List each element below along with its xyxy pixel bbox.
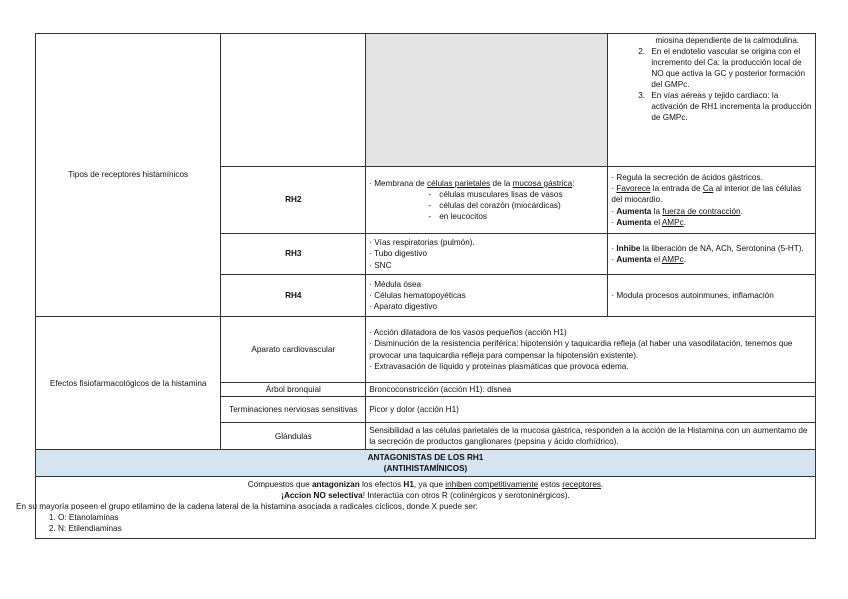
rh1-mechanism-cell [608,34,816,167]
system-name: Terminaciones nerviosas sensitivas [221,397,366,423]
antagonists-subtitle: (ANTIHISTAMÍNICOS) [383,464,468,474]
system-effects-cell: Picor y dolor (acción H1) [366,397,816,423]
x-radical-item: 1. O: Etanolaminas [58,512,811,523]
rh3-location-cell: · Vías respiratorias (pulmón). · Tubo digestivo · SNC [366,234,608,275]
system-effects-cell: Broncoconstricción (acción H1): disnea [366,383,816,397]
system-name: Glándulas [221,423,366,450]
x-radical-list [40,512,811,534]
effects-label-cell: Efectos fisiofarmacológicos de la histamina [36,317,221,450]
rh1-mechanism-item: 2. En el endotelio vascular se origina con el incremento del Ca: la producción local de NO que activa la GC y posterior formación del GMPc. [647,46,812,90]
rh2-location-item: - células musculares lisas de vasos [439,189,604,200]
system-name: Aparato cardiovascular [221,317,366,383]
rh2-location-list [369,189,604,222]
receptor-types-cell [36,34,221,317]
rh2-location-item: - células del corazón (miocárdicas) [439,200,604,211]
rh1-mechanism-list [611,46,812,123]
histamine-receptors-table [16,33,816,539]
antagonists-banner [36,450,816,477]
rh4-name: RH4 [221,275,366,317]
rh2-location-item: - en leucocitos [439,211,604,222]
rh4-effects-cell: · Modula procesos autoinmunes, inflamación [608,275,816,317]
antagonists-line-1: Compuestos que antagonizan los efectos H1, ya que inhiben competitivamente estos receptores. [247,480,604,490]
rh3-effects-cell: · Inhibe la liberación de NA, ACh, Serotonina (5-HT). · Aumenta el AMPc. [608,234,816,275]
system-effects-cell: · Acción dilatadora de los vasos pequeños (acción H1) · Disminución de la resistencia periférica: hipotensión y taquicardia refleja (al haber una vasodilatación, tenemos que provocar una taquicardia refleja para compensar la hipotensión existente). · Extravasación de líquido y proteínas plasmáticas que provoca edema. [366,317,816,383]
rh2-effects-cell: · Regula la secreción de ácidos gástricos. · Favorece la entrada de Ca al interior de las células del miocardio. · Aumenta la fuerza de contracción. · Aumenta el AMPc. [608,167,816,234]
rh4-location-cell: · Médula ósea · Células hematopoyéticas · Aparato digestivo [366,275,608,317]
antagonists-title: ANTAGONISTAS DE LOS RH1 [367,453,484,462]
rh1-mechanism-item: 3. En vías aéreas y tejido cardiaco: la activación de RH1 incrementa la producción de GMPc. [647,90,812,123]
system-effects-cell: Sensibilidad a las células parietales de la mucosa gástrica, responden a la acción de la Histamina con un aumentamo de la secreción de productos ganglionares (pepsina y ácido clorhídrico). [366,423,816,450]
rh1-item1-tail: miosina dependiente de la calmodulina. [655,36,800,45]
rh1-location-cell [366,34,608,167]
receptor-types-label: Tipos de receptores histamínicos [68,170,189,180]
rh2-location-cell: · Membrana de células parietales de la mucosa gástrica: - células musculares lisas de vasos - células del corazón (miocárdicas) - en leucocitos [366,167,608,234]
antagonists-line-3: En su mayoría poseen el grupo etilamino de la cadena lateral de la histamina asociada a radicales cíclicos, donde X puede ser: [16,502,478,512]
rh2-name: RH2 [221,167,366,234]
system-name: Árbol bronquial [221,383,366,397]
rh1-name-cell [221,34,366,167]
antagonists-body [16,477,816,539]
rh3-name: RH3 [221,234,366,275]
x-radical-item: 2. N: Etilendiaminas [58,523,811,534]
antagonists-line-2: ¡Accion NO selectiva! Interactúa con otros R (colinérgicos y serotoninérgicos). [281,491,570,501]
